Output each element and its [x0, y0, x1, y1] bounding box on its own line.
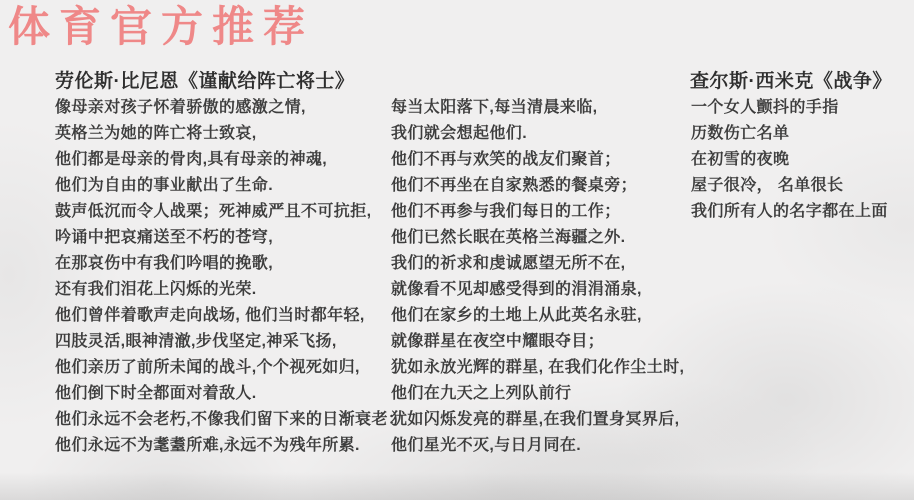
poem-line: 他们倒下时全都面对着敌人.	[55, 385, 257, 402]
poem-line: 他们曾伴着歌声走向战场, 他们当时都年轻,	[55, 307, 365, 324]
poem1-column1	[55, 95, 404, 459]
poem-line: 犹如闪烁发亮的群星,在我们置身冥界后,	[391, 411, 680, 428]
poem-line: 屋子很冷， 名单很长	[691, 177, 844, 194]
poem-line: 鼓声低沉而令人战栗；死神威严且不可抗拒,	[55, 203, 372, 220]
poem-line: 一个女人颤抖的手指	[691, 99, 839, 116]
poem-line: 犹如永放光辉的群星, 在我们化作尘土时,	[391, 359, 685, 376]
poem1-heading: 劳伦斯·比尼恩《谨献给阵亡将士》	[55, 71, 355, 92]
poem-line: 我们所有人的名字都在上面	[691, 203, 888, 220]
poem-line: 历数伤亡名单	[691, 125, 790, 142]
poem-line: 他们在家乡的土地上从此英名永驻,	[391, 307, 642, 324]
poem-line: 四肢灵活,眼神清澈,步伐坚定,神采飞扬,	[55, 333, 337, 350]
poem-line: 我们就会想起他们.	[391, 125, 528, 142]
poem-line: 在那哀伤中有我们吟唱的挽歌,	[55, 255, 274, 272]
poem-line: 他们永远不为耄耋所难,永远不为残年所累.	[55, 437, 360, 454]
poem-line: 还有我们泪花上闪烁的光荣.	[55, 281, 257, 298]
poem-line: 他们不再坐在自家熟悉的餐桌旁；	[391, 177, 638, 194]
poem1-column2	[391, 95, 684, 459]
poem-line: 在初雪的夜晚	[691, 151, 790, 168]
poem-line: 我们的祈求和虔诚愿望无所不在,	[391, 255, 626, 272]
poem-line: 他们永远不会老朽,不像我们留下来的日渐衰老：	[55, 411, 405, 428]
poem-line: 吟诵中把哀痛送至不朽的苍穹,	[55, 229, 274, 246]
poem-line: 他们不再与欢笑的战友们聚首；	[391, 151, 621, 168]
page-title: 体育官方推荐	[8, 5, 315, 51]
poem-line: 他们亲历了前所未闻的战斗,个个视死如归,	[55, 359, 360, 376]
poem-line: 他们为自由的事业献出了生命.	[55, 177, 274, 194]
poem-line: 他们星光不灭,与日月同在.	[391, 437, 582, 454]
poem-line: 他们已然长眠在英格兰海疆之外.	[391, 229, 626, 246]
poem2-heading: 查尔斯·西米克《战争》	[690, 71, 892, 92]
poem-line: 英格兰为她的阵亡将士致哀,	[55, 125, 257, 142]
poem-line: 他们在九天之上列队前行	[391, 385, 572, 402]
poem-line: 就像群星在夜空中耀眼夺目；	[391, 333, 605, 350]
poem-line: 像母亲对孩子怀着骄傲的感激之情,	[55, 99, 306, 116]
poem-line: 每当太阳落下,每当清晨来临,	[391, 99, 598, 116]
poem-line: 就像看不见却感受得到的涓涓涌泉,	[391, 281, 642, 298]
poem-line: 他们不再参与我们每日的工作；	[391, 203, 621, 220]
poem2-column	[691, 95, 888, 225]
poem-line: 他们都是母亲的骨肉,具有母亲的神魂,	[55, 151, 328, 168]
